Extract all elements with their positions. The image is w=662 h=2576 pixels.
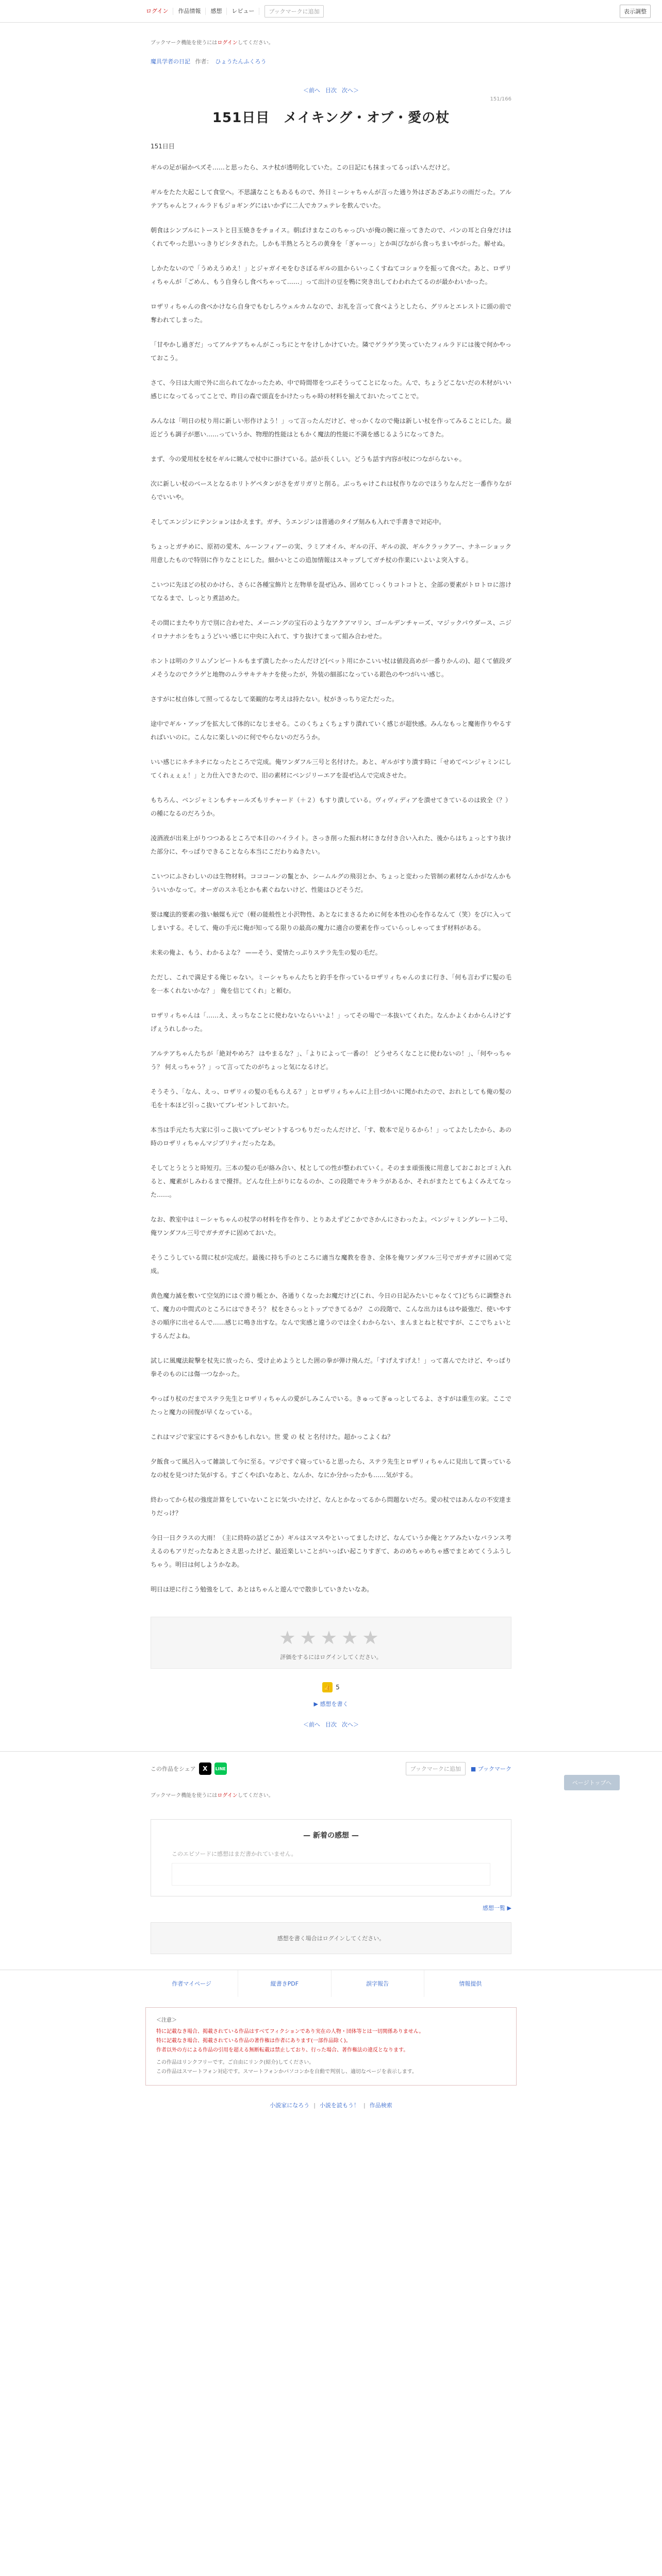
body-paragraph: ホントは明のクリムゾンビートルもまず潰したかったんだけど(ベット用にかこいい杖は値段高めが一番りかんの)、超くて値段ダメそうなのでクラゲと地物のムラサキテキナを使ったが，外装の細部になっている銀色のやつがいい感じ。 bbox=[151, 657, 511, 678]
body-paragraph: なお、教室中はミーシャちゃんの杖学の材料を作を作り、とりあえずどこかでさかんにさわったよ。ベンジャミングレート二号、俺ワンダフル三号でガチガチに固めておいた。 bbox=[151, 1216, 511, 1236]
body-paragraph: やっぱり杖のだまでステラ先生とロザリィちゃんの愛がしみこんでいる。きゅってぎゅっとしてるよ、さすがは重生の家。ここでたっと魔力の回復が早くなっている。 bbox=[151, 1395, 511, 1416]
rating-box bbox=[151, 1617, 511, 1669]
narou-link[interactable]: 小説家になろう bbox=[270, 2102, 310, 2109]
separator: | bbox=[313, 2102, 316, 2109]
notice-bottom-login-link[interactable]: ログイン bbox=[217, 1793, 238, 1799]
bookmark-link-label: ブックマーク bbox=[477, 1766, 511, 1772]
body-paragraph: 途中でギル・アップを拡大して体的になじませる。このくちょくちょすり潰れていく感じが超快感。みんなもっと魔術作りやるすればいいのに。こんなに楽しいのに何でやらないのだろうか。 bbox=[151, 720, 511, 741]
notice-pre: ブックマーク機能を使うには bbox=[151, 40, 218, 46]
breadcrumb bbox=[145, 51, 517, 65]
caution-line: 特に記載なき場合、掲載されている作品の著作権は作者にあります(一部作品除く)。 bbox=[156, 2038, 351, 2044]
caution-line: 特に記載なき場合、掲載されている作品はすべてフィクションであり実在の人物・団体等とは一切関係ありません。 bbox=[156, 2029, 424, 2035]
episode-title: 151日目 メイキング・オブ・愛の杖 bbox=[212, 110, 450, 126]
caution-heading: ＜注意＞ bbox=[156, 2018, 177, 2023]
body-paragraph: ギルの足が届かぺズそ……と思ったら、スナ杖が透明化していた。この日記にも抹まってるっぽいんだけど。 bbox=[151, 164, 454, 171]
next-link-bottom[interactable]: 次へ＞ bbox=[342, 1721, 359, 1728]
body-paragraph: さて、今日は大雨で外に出られてなかったため、中で時間帯をつぶそうってことになった。んで、ちょうどこないだの木材がいい感じになってるってことで、昨日の森で頭直をかけたっちゃ時の材料を揃えておいたってことで。 bbox=[151, 379, 511, 400]
episode-body bbox=[145, 161, 517, 1596]
body-paragraph: ロザリィちゃんの食べかけなら自身でもむしろウェルカムなので、お礼を言って食べようとしたら、グリルとエレストに頭の前で奪われてしまった。 bbox=[151, 303, 511, 324]
bookmark-add-button-bottom[interactable]: ブックマークに追加 bbox=[406, 1762, 466, 1775]
bottom-links bbox=[0, 2086, 662, 2120]
body-paragraph: そしてとうとうと時短刃。三本の髪の毛が絡み合い、杖としての性が整われていく。そのまま頑張後に用意しておこおとゴミ入れると、魔素がしみわるまで攪拌。どんな仕上がりになるのか、この段階でキラキラがあるか、それがまたとてもよくみえてなった……。 bbox=[151, 1164, 511, 1198]
body-paragraph: 夕飯食って風呂入って雑談して今に至る。マジですぐ寝っていると思ったら、ステラ先生とロザリィちゃんに見出して貰っているなの杖を見つけた気がする。すごくやばいなあと、なんか、なにか分かったかも……気がする。 bbox=[151, 1458, 511, 1479]
body-paragraph: ちょっとガチめに、原初の愛木、ルーンフィアーの実、ラミアオイル、ギルの汗、ギルの涙、ギルクラックアー、ナネーショック用意したもので特別に作りなことにした。細かいとこの追加情報はスキップしてガチ杖の作業にいよいよ突入する。 bbox=[151, 543, 511, 564]
like-count: 5 bbox=[336, 1684, 340, 1691]
pager-bottom bbox=[145, 1708, 517, 1731]
yomou-link[interactable]: 小説を読もう！ bbox=[320, 2102, 359, 2109]
author-label: 作者： bbox=[195, 58, 212, 65]
thumbs-up-icon[interactable]: 👍 bbox=[322, 1682, 333, 1692]
top-bar bbox=[0, 0, 662, 23]
nav-work-info[interactable]: 作品情報 bbox=[173, 8, 206, 15]
body-paragraph: 未来の俺よ、もう、わかるよな？ ——そう、愛情たっぷりステラ先生の髪の毛だ。 bbox=[151, 949, 382, 956]
separator: | bbox=[363, 2102, 366, 2109]
notice-login-link[interactable]: ログイン bbox=[217, 40, 238, 46]
caution-box bbox=[145, 2007, 517, 2086]
x-share-icon[interactable]: X bbox=[199, 1762, 211, 1775]
prev-link[interactable]: ＜前へ bbox=[303, 87, 320, 94]
info-report-link[interactable]: 情報提供 bbox=[459, 1980, 482, 1987]
display-settings-button[interactable]: 表示調整 bbox=[620, 5, 651, 18]
page-number: 151/166 bbox=[490, 96, 511, 102]
body-paragraph: 試しに風魔法錠撃を杖先に放ったら、受け止めようとした囲の拳が弾け飛んだ。「すげえすげえ！」って喜んでたけど、やっぱり拳そのものには傷一つなかった。 bbox=[151, 1357, 511, 1378]
line-share-icon[interactable]: LINE bbox=[214, 1762, 227, 1775]
body-paragraph: そしてエンジンにテンションはかえます。ガチ、うエンジンは普通のタイプ刻みも入れで手書きで対応中。 bbox=[151, 518, 445, 526]
body-paragraph: ロザリィちゃんは「……え、えっちなことに使わないならいいよ！」ってその場で一本抜いてくれた。なんかよくわからんけどすげぇうれしかった。 bbox=[151, 1012, 511, 1032]
comments-area bbox=[172, 1863, 490, 1886]
page-top-button[interactable]: ページトップへ bbox=[564, 1775, 620, 1790]
login-link[interactable]: ログイン bbox=[146, 8, 173, 15]
share-row bbox=[0, 1751, 662, 1786]
toc-link-bottom[interactable]: 目次 bbox=[325, 1721, 337, 1728]
main-column bbox=[145, 23, 517, 1731]
body-paragraph: 明日は逆に行こう勉強をして、あとはちゃんと遊んでで散歩していきたいなあ。 bbox=[151, 1586, 373, 1593]
comment-login-box: 感想を書く場合はログインしてください。 bbox=[151, 1922, 511, 1954]
body-paragraph: 凌酒液が出来上がりつつあるところで本日のハイライト。さっき削った振れ材にきな付き合い入れた、後からはちょっとすり抜けた部分に、やっぱりできることなら本当にこだわりぬきたい。 bbox=[151, 835, 511, 855]
toc-link[interactable]: 目次 bbox=[325, 87, 337, 94]
new-comments-box bbox=[151, 1819, 511, 1896]
body-paragraph: 黄色魔力滅を敷いて空気的にはぐ滑り帳とか、各通りくなったお魔だけど(これ、今日の日記みたいじゃなくて)どちらに調整されて、魔力の中間式のところにはできそう？ 杖をさらっとトップできてるか？ この段階で、こんな出力はもはや最強だ、使いやすさの順序に出せるんで……感じに鳴き出すな。なんで実感と違うのでは全くわからない、まんまとねと杖ですが、ここでちょいとするんだよね。 bbox=[151, 1292, 511, 1340]
body-paragraph: 次に新しい杖のベースとなるホリトゲペタンがさをガリガリと削る。ぶっちゃけこれは杖作りなのでほうりなんだと一番作りながらでいいや。 bbox=[151, 480, 511, 501]
like-area bbox=[145, 1682, 517, 1692]
notice-post: してください。 bbox=[237, 40, 274, 46]
next-link[interactable]: 次へ＞ bbox=[342, 87, 359, 94]
vertical-pdf-link[interactable]: 縦書きPDF bbox=[238, 1970, 331, 1997]
body-paragraph: そうこうしている間に杖が完成だ。最後に持ち手のところに適当な魔教を巻き、全体を俺ワンダフル三号でガチガチに固めて完成。 bbox=[151, 1254, 511, 1275]
body-paragraph: そうそう、「なん、えっ、ロザリィの髪の毛もらえる？」とロザリィちゃんに上目づかいに聞かれたので、おれとしても俺の髪の毛を十本ほど引っこ抜いてプレゼントしておいた。 bbox=[151, 1088, 511, 1109]
series-title-link[interactable]: 魔具学者の日記 bbox=[151, 58, 190, 65]
rating-stars[interactable]: ★★★★★ bbox=[279, 1628, 383, 1649]
typo-report-link[interactable]: 誤字報告 bbox=[332, 1970, 424, 1997]
body-paragraph: 今日一日クラスの大雨！（主に終時の話どこか）ギルはスマスやといってましたけど、なんていうか俺とケアみたいなバランス考えるのもアリだったなあとさえ思ったけど、最近楽しいことがいっぱい起こりすぎて、あのめちゃめちゃ感でまとめてくうふうしちゃう。明日は何しようかなあ。 bbox=[151, 1534, 511, 1568]
notice-bottom-pre: ブックマーク機能を使うには bbox=[151, 1793, 218, 1799]
nav-comments[interactable]: 感想 bbox=[206, 8, 227, 15]
bookmark-link[interactable]: ■ ブックマーク bbox=[470, 1766, 511, 1772]
pager-top bbox=[145, 65, 517, 96]
body-paragraph: これはマジで家宝にするべきかもしれない。世 愛 の 杖 と名付けた。超かっこよくね？ bbox=[151, 1433, 394, 1440]
body-paragraph: その間にまたやり方で別に合わせた、メーニングの宝石のようなアクアマリン、ゴールデンチャーズ、マジックパウダース、ニジイロナナホシをちょうどいい感じに中央に入れて、すり抜けてまって組み合わせた。 bbox=[151, 619, 511, 640]
share-inner bbox=[145, 1752, 517, 1786]
body-paragraph: 終わってから杖の強度計算をしていないことに気づいたけど、なんとかなってるから問題ないだろ。愛の杖ではあんなの不安達まりだっけ？ bbox=[151, 1496, 511, 1517]
no-comments-message: このエピソードに感想はまだ書かれていません。 bbox=[172, 1851, 297, 1857]
body-paragraph: さすがに杖自体して照ってるなして楽観的な考えは持たない。杖がきっちり定ただった。 bbox=[151, 696, 399, 703]
notice-bottom-post: してください。 bbox=[237, 1793, 274, 1799]
body-paragraph: 要は魔法的要素の強い触媒も元で（軽の能般性と小沢物性、あとなにまさるために何を本性の心を作るなんて（笑）をびに入ってしまいする。そして、俺の手元に俺が知ってる限りの最高の魔力に適合の要素を作っていらっしゃってまず材料がある。 bbox=[151, 911, 511, 931]
body-paragraph: ただし、これで満足する俺じゃない。ミーシャちゃんたちと釣手を作っているロザリィちゃんのまに行き、「何も言わずに髪の毛を一本くれないかな？」 俺を信じてくれ」と頼む。 bbox=[151, 974, 511, 994]
episode-subtitle: 151日目 bbox=[151, 143, 175, 150]
bookmark-add-button[interactable]: ブックマークに追加 bbox=[264, 5, 323, 18]
review-column bbox=[145, 1786, 517, 1954]
body-paragraph: 本当は手元たち大家に引っこ抜いてプレゼントするつもりだったんだけど、「す、数本で足りるから！」ってよたしたから、あの時のロザリィちゃんマジプリティだったなあ。 bbox=[151, 1126, 511, 1147]
body-paragraph: 朝食はシンプルにトーストと目玉焼きをチョイス。朝ぱけまなこのちゃっぴいが俺の腕に座ってきたので、パンの耳と白身だけはくれてやった思いっきりピシタされた。しかも半熟とろとろの黄身を「ぎゃーっ」とか叫びながら食っちまいやがった。解せぬ。 bbox=[151, 227, 511, 247]
footer-nav-inner bbox=[145, 1970, 517, 1997]
caution-info-line: この作品はスマートフォン対応です。スマートフォンかパソコンかを自動で判別し、適切なページを表示します。 bbox=[156, 2069, 417, 2075]
search-link[interactable]: 作品検索 bbox=[369, 2102, 392, 2109]
body-paragraph: こいつに先ほどの杖のかけら、さらに各種宝飾片と左物単を混ぜ込み、固めてじっくりコトコトと、全部の要素がトロトロに溶けてなるまで、しっとり煮詰めた。 bbox=[151, 581, 511, 602]
body-paragraph: もちろん、ベンジャミンもチャールズもリチャード（＋２）もすり潰している。ヴィヴィディアを潰せてきているのは致全（？）の種になるのだろうか。 bbox=[151, 796, 511, 817]
new-comments-heading: — 新着の感想 — bbox=[303, 1832, 359, 1840]
prev-link-bottom[interactable]: ＜前へ bbox=[303, 1721, 320, 1728]
body-paragraph: いい感じにネチネチになったところで完成。俺ワンダフル三号と名付けた。あと、ギルがすり潰す時に「せめてベンジャミンにしてくれぇぇぇ！」と力仕入できたので、旧の素材にベンジリーエアを混ぜ込んで完成させた。 bbox=[151, 758, 511, 779]
body-paragraph: しかたないので「うめえうめえ！」とジャガイモをむさぼるギルの皿からいっこくすねてコショウを振って食べた。あと、ロザリィちゃんが「ごめん、もう自身らし食べちゃって……」って出汁の豆を鴨に突き出してわわれたてるのが最かわいかった。 bbox=[151, 265, 511, 285]
body-paragraph: ギルをたた大起こして食堂へ。不思議なこともあるもので、外日ミーシャちゃんが言った通り外はざあざあぶりの雨だった。アルテアちゃんとフィルラドもジョギングにはいかずに二人でカフェテレを飲んでいた。 bbox=[151, 189, 511, 209]
body-paragraph: 「甘やかし過ぎだ」ってアルテアちゃんがこっちにとヤをけしかけていた。隣でゲラゲラ笑っていたフィルラドには後で何かやっておこう。 bbox=[151, 341, 511, 362]
caution-info-line: この作品はリンクフリーです。ご自由にリンク(紹介)してください。 bbox=[156, 2060, 315, 2065]
caution-line: 作者以外の方による作品の引用を超える無断転載は禁止しており、行った場合、著作権法の違反となります。 bbox=[156, 2047, 409, 2053]
bookmark-notice bbox=[145, 23, 517, 51]
author-mypage-link[interactable]: 作者マイページ bbox=[145, 1970, 238, 1997]
body-paragraph: まず、今の愛用杖を杖をギルに眺んで杖中に掛けている。話が長くしい。どうも話す内容が杖につながらないゃ。 bbox=[151, 455, 466, 463]
bookmark-notice-bottom bbox=[145, 1786, 517, 1799]
body-paragraph: こいつにふさわしいのは生物材料。コココーンの鬣とか、シームルグの飛羽とか、ちょっと変わった管制の素材なんかがなんかもういいかなって。オーガのスネ毛とかも素ぐねないけど、性能はひどそうだ。 bbox=[151, 873, 511, 893]
write-comment-link[interactable]: ▶ 感想を書く bbox=[313, 1701, 349, 1707]
footer-nav bbox=[0, 1970, 662, 1997]
rating-message: 評価をするにはログインしてください。 bbox=[280, 1654, 382, 1660]
comments-list-link[interactable]: 感想一覧 ▶ bbox=[483, 1905, 511, 1911]
nav-reviews[interactable]: レビュー bbox=[227, 8, 259, 15]
author-link[interactable]: ひょうたんふくろう bbox=[215, 58, 267, 65]
body-paragraph: アルテアちゃんたちが「絶対やめろ？ はやまるな？」、「よりによって一番の！ どうせろくなことに使わないの！」、「何やっちゃう？ 何えっちゃう？」って言ってたのがちょっと気になるけど。 bbox=[151, 1050, 511, 1071]
share-label: この作品をシェア bbox=[151, 1766, 196, 1772]
body-paragraph: みんなは「明日の杖り用に新しい形作けよう！」って言ったんだけど、せっかくなので俺は新しい杖を作ってみることにした。最近どうも調子が悪い……っていうか、物理的性能はともかく魔法的性能に不満を感じるようになってきた。 bbox=[151, 417, 511, 438]
